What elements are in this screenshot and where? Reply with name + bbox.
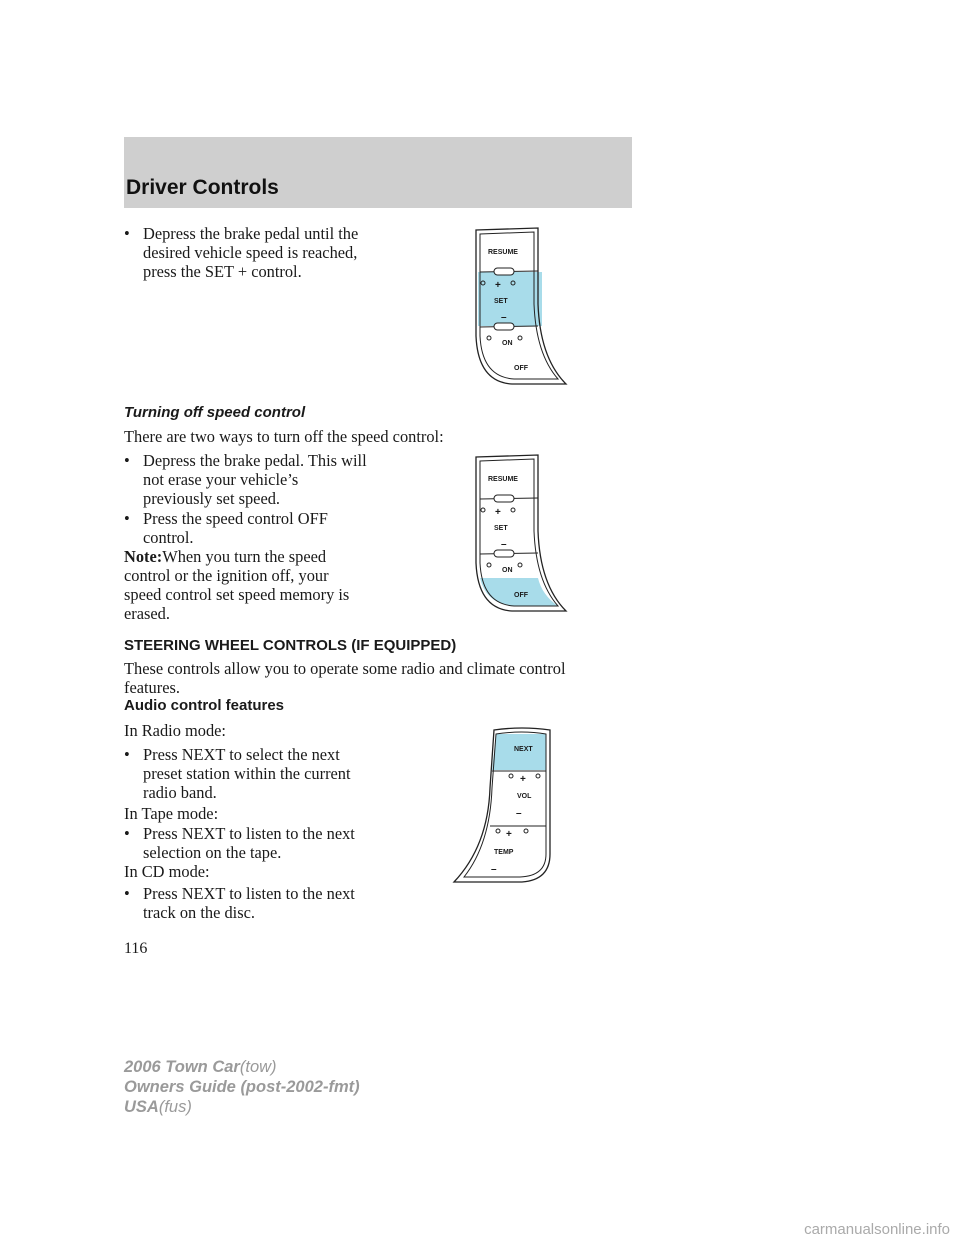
bullet-line: desired vehicle speed is reached, xyxy=(143,243,358,262)
bullet-line: radio band. xyxy=(143,783,217,802)
bullet-line: track on the disc. xyxy=(143,903,255,922)
minus-label: – xyxy=(501,539,507,550)
watermark: carmanualsonline.info xyxy=(804,1221,950,1238)
intro-line: These controls allow you to operate some radio and climate control xyxy=(124,659,566,678)
resume-label: RESUME xyxy=(488,249,518,256)
page-number: 116 xyxy=(124,940,148,957)
audio-control-panel xyxy=(450,726,556,884)
bullet-line: Press NEXT to listen to the next xyxy=(143,884,355,903)
bullet-line: Depress the brake pedal. This will xyxy=(143,451,367,470)
on-label: ON xyxy=(502,340,513,347)
minus-label: – xyxy=(516,808,522,819)
bullet-line: preset station within the current xyxy=(143,764,351,783)
bullet-line: Press the speed control OFF xyxy=(143,509,328,528)
footer-model: 2006 Town Car xyxy=(124,1058,240,1076)
on-label: ON xyxy=(502,567,513,574)
bullet-line: Press NEXT to listen to the next xyxy=(143,824,355,843)
bullet-line: control. xyxy=(143,528,194,547)
minus-label: – xyxy=(501,312,507,323)
vol-label: VOL xyxy=(517,793,532,800)
next-label: NEXT xyxy=(514,746,533,753)
set-highlight xyxy=(478,272,542,326)
note-line: control or the ignition off, your xyxy=(124,566,329,585)
resume-label: RESUME xyxy=(488,476,518,483)
footer-guide: Owners Guide (post-2002-fmt) xyxy=(124,1078,360,1096)
temp-label: TEMP xyxy=(494,849,514,856)
turning-off-intro: There are two ways to turn off the speed control: xyxy=(124,427,444,446)
audio-heading: Audio control features xyxy=(124,697,285,714)
speed-control-panel-set xyxy=(468,226,570,386)
bullet-line: press the SET + control. xyxy=(143,262,302,281)
temp-minus-label: – xyxy=(491,864,497,875)
tape-mode: In Tape mode: xyxy=(124,804,219,823)
cd-mode: In CD mode: xyxy=(124,862,210,881)
footer-market: USA xyxy=(124,1098,159,1116)
bullet-line: Press NEXT to select the next xyxy=(143,745,340,764)
plus-label: + xyxy=(495,280,501,291)
turning-off-heading: Turning off speed control xyxy=(124,404,306,421)
set-label: SET xyxy=(494,525,508,532)
off-label: OFF xyxy=(514,592,528,599)
footer-market-code: (fus) xyxy=(158,1098,192,1116)
off-label: OFF xyxy=(514,365,528,372)
speed-control-panel-off xyxy=(468,453,570,613)
note-block xyxy=(124,547,349,623)
footer xyxy=(124,1057,360,1117)
note-line: When you turn the speed xyxy=(162,547,327,566)
bullet-line: Depress the brake pedal until the xyxy=(143,224,359,243)
steering-heading: STEERING WHEEL CONTROLS (IF EQUIPPED) xyxy=(124,637,457,654)
intro-line: features. xyxy=(124,678,180,697)
bullet-line: previously set speed. xyxy=(143,489,281,508)
radio-mode: In Radio mode: xyxy=(124,721,226,740)
footer-model-code: (tow) xyxy=(239,1058,277,1076)
note-line: speed control set speed memory is xyxy=(124,585,350,604)
plus-label: + xyxy=(495,507,501,518)
page-title: Driver Controls xyxy=(126,176,279,199)
bullet-line: selection on the tape. xyxy=(143,843,282,862)
note-label: Note: xyxy=(124,547,163,566)
note-line: erased. xyxy=(124,604,170,623)
temp-plus-label: + xyxy=(506,829,512,840)
set-label: SET xyxy=(494,298,508,305)
steering-intro xyxy=(124,659,566,697)
bullet-line: not erase your vehicle’s xyxy=(143,470,299,489)
plus-label: + xyxy=(520,774,526,785)
